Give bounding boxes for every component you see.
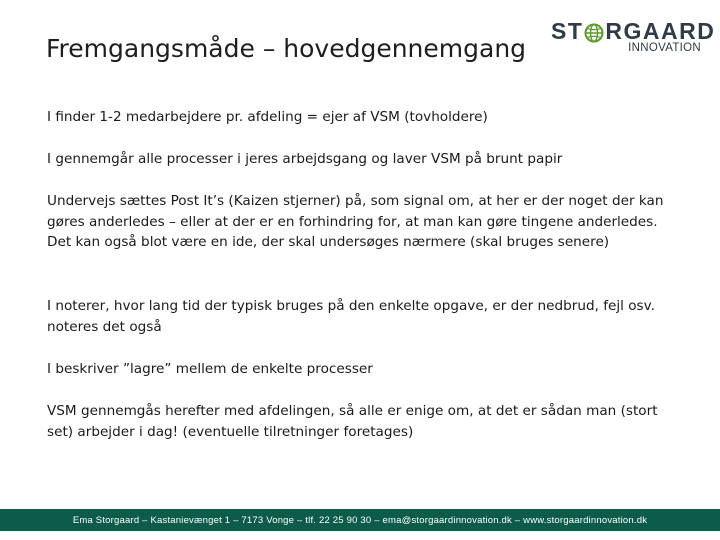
company-logo — [551, 18, 716, 58]
footer-contact-text: Ema Storgaard – Kastanievænget 1 – 7173 Vonge – tlf. 22 25 90 30 – ema@storgaardinnovation.dk – www.storgaardinnovation.dk — [72, 514, 648, 526]
paragraph-processes: I gennemgår alle processer i jeres arbejdsgang og laver VSM på brunt papir — [47, 151, 563, 167]
paragraph-review: VSM gennemgås herefter med afdelingen, så alle er enige om, at det er sådan man (stort set) arbejder i dag! (eventuelle tilretninger foretages) — [47, 403, 658, 440]
logo-text-part2: RGAARD — [605, 18, 716, 44]
logo-text-part1: ST — [551, 18, 584, 44]
footer-bar — [0, 509, 720, 531]
paragraph-time-notes: I noterer, hvor lang tid der typisk bruges på den enkelte opgave, er der nedbrud, fejl osv. noteres det også — [47, 298, 655, 335]
paragraph-owners: I finder 1-2 medarbejdere pr. afdeling = ejer af VSM (tovholdere) — [47, 109, 488, 125]
logo-subtitle: INNOVATION — [628, 42, 701, 54]
globe-icon — [584, 22, 604, 42]
logo-wordmark — [551, 18, 715, 45]
slide-title: Fremgangsmåde – hovedgennemgang — [46, 34, 527, 63]
paragraph-inventory: I beskriver ”lagre” mellem de enkelte processer — [47, 361, 373, 377]
paragraph-post-its: Undervejs sættes Post It’s (Kaizen stjerner) på, som signal om, at her er der noget der kan gøres anderledes – eller at der er en forhindring for, at man kan gøre tingene anderledes. Det kan også blot være en ide, der skal undersøges nærmere (skal bruges senere) — [47, 193, 664, 250]
